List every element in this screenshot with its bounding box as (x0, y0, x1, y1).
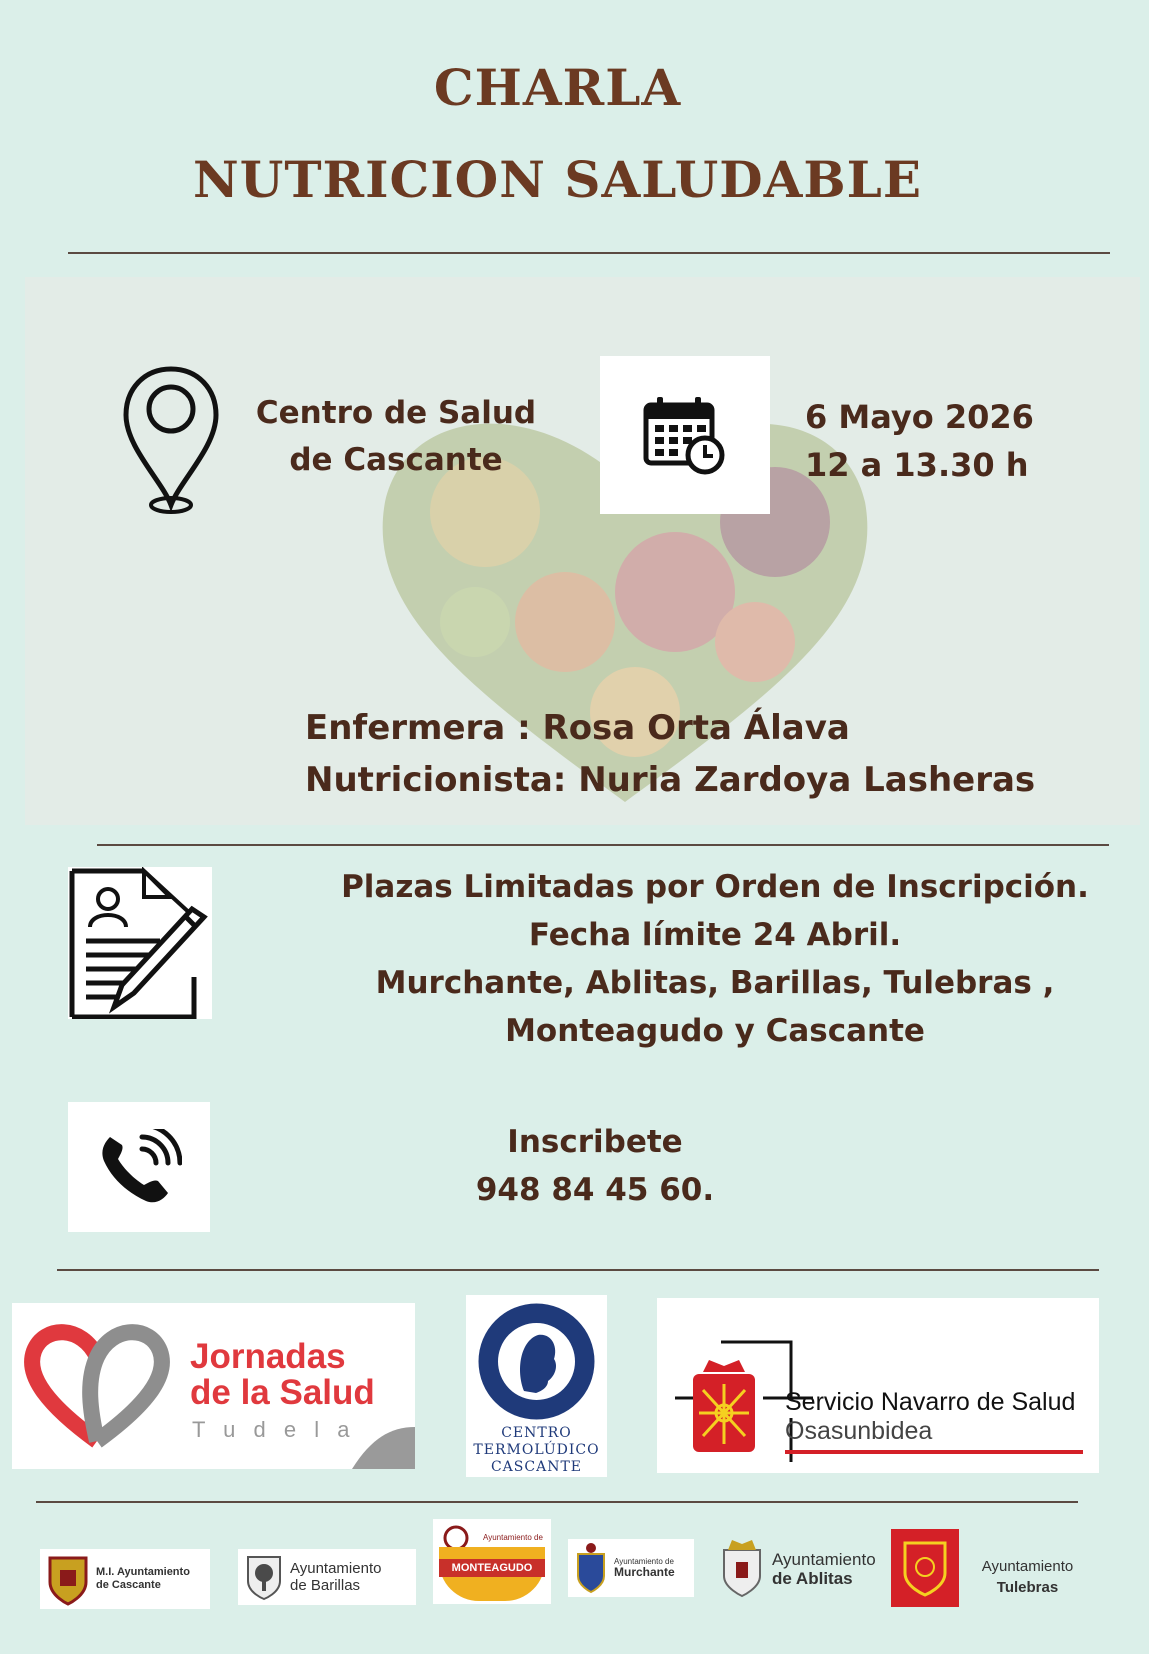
divider-top (68, 252, 1110, 254)
murchante-line1: Ayuntamiento de (614, 1556, 674, 1566)
centro-line1: CENTRO (501, 1425, 572, 1441)
servicio-navarro-salud-logo (657, 1298, 1099, 1473)
calendar-clock-icon (643, 395, 727, 475)
registration-line4: Monteagudo y Cascante (505, 1013, 925, 1049)
tulebras-logo-text (970, 1556, 1085, 1598)
sns-line2: Osasunbidea (785, 1417, 933, 1445)
tulebras-shield-icon (901, 1537, 949, 1599)
jornadas-line2: de la Salud (190, 1373, 375, 1412)
centro-line2: TERMOLÚDICO (473, 1442, 600, 1458)
registration-line1: Plazas Limitadas por Orden de Inscripción. (341, 869, 1089, 905)
cascante-logo (40, 1549, 210, 1609)
jornadas-line3: T u d e l a (192, 1417, 356, 1442)
phone-icon (96, 1129, 182, 1205)
centro-termoludico-logo (466, 1295, 607, 1477)
location-line2: de Cascante (289, 442, 503, 478)
barillas-line2: de Barillas (290, 1577, 361, 1594)
form-pencil-icon (68, 867, 212, 1019)
divider-middle (97, 844, 1109, 846)
signup-info (430, 1118, 760, 1214)
barillas-logo (238, 1549, 416, 1605)
tulebras-line1: Ayuntamiento (981, 1558, 1074, 1575)
date-time-text (805, 393, 1065, 489)
cascante-shield-icon (46, 1552, 90, 1606)
event-time: 12 a 13.30 h (805, 446, 1029, 484)
centro-seal-icon (476, 1301, 597, 1422)
title-line1: CHARLA (433, 58, 682, 117)
murchante-shield-icon (574, 1542, 608, 1594)
speakers (305, 702, 1105, 806)
jornadas-salud-logo (12, 1303, 415, 1469)
ablitas-line1: Ayuntamiento (772, 1550, 876, 1569)
phone-icon-box (68, 1102, 210, 1232)
ablitas-line2: de Ablitas (772, 1569, 853, 1588)
tulebras-line2: Tulebras (996, 1579, 1059, 1596)
barillas-line1: Ayuntamiento (290, 1559, 382, 1577)
ablitas-shield-icon (720, 1536, 764, 1598)
sns-line1: Servicio Navarro de Salud (785, 1388, 1076, 1416)
registration-line2: Fecha límite 24 Abril. (528, 917, 902, 953)
location-line1: Centro de Salud (255, 395, 537, 431)
jornadas-line1: Jornadas (190, 1337, 346, 1376)
registration-line3: Murchante, Ablitas, Barillas, Tulebras , (375, 965, 1055, 1001)
divider-sponsors (57, 1269, 1099, 1271)
cascante-line1: M.I. Ayuntamiento (96, 1566, 190, 1579)
tulebras-crest (891, 1529, 959, 1607)
murchante-logo (568, 1539, 694, 1597)
phone-number[interactable]: 948 84 45 60. (475, 1172, 715, 1208)
calendar-icon-box (600, 356, 770, 514)
divider-towns (36, 1501, 1078, 1503)
nurse-name: Enfermera : Rosa Orta Álava (305, 708, 850, 748)
cascante-line2: de Cascante (96, 1579, 161, 1591)
registration-text (300, 863, 1130, 1055)
centro-line3: CASCANTE (490, 1459, 583, 1475)
monteagudo-line1: Ayuntamiento de (483, 1533, 543, 1542)
ablitas-logo (720, 1536, 890, 1600)
monteagudo-line2: MONTEAGUDO (439, 1559, 545, 1577)
form-icon-box (68, 867, 212, 1019)
nutritionist-name: Nutricionista: Nuria Zardoya Lasheras (305, 760, 1036, 800)
monteagudo-logo (433, 1519, 551, 1604)
signup-cta: Inscribete (507, 1124, 683, 1160)
location-pin-icon (122, 365, 220, 515)
location-text (236, 390, 556, 484)
sns-underline (785, 1450, 1083, 1454)
title-line2: NUTRICION SALUDABLE (193, 150, 922, 209)
event-date: 6 Mayo 2026 (805, 398, 1034, 436)
murchante-line2: Murchante (614, 1564, 675, 1579)
barillas-shield-icon (244, 1553, 284, 1601)
jornadas-heart-icon (22, 1321, 172, 1451)
